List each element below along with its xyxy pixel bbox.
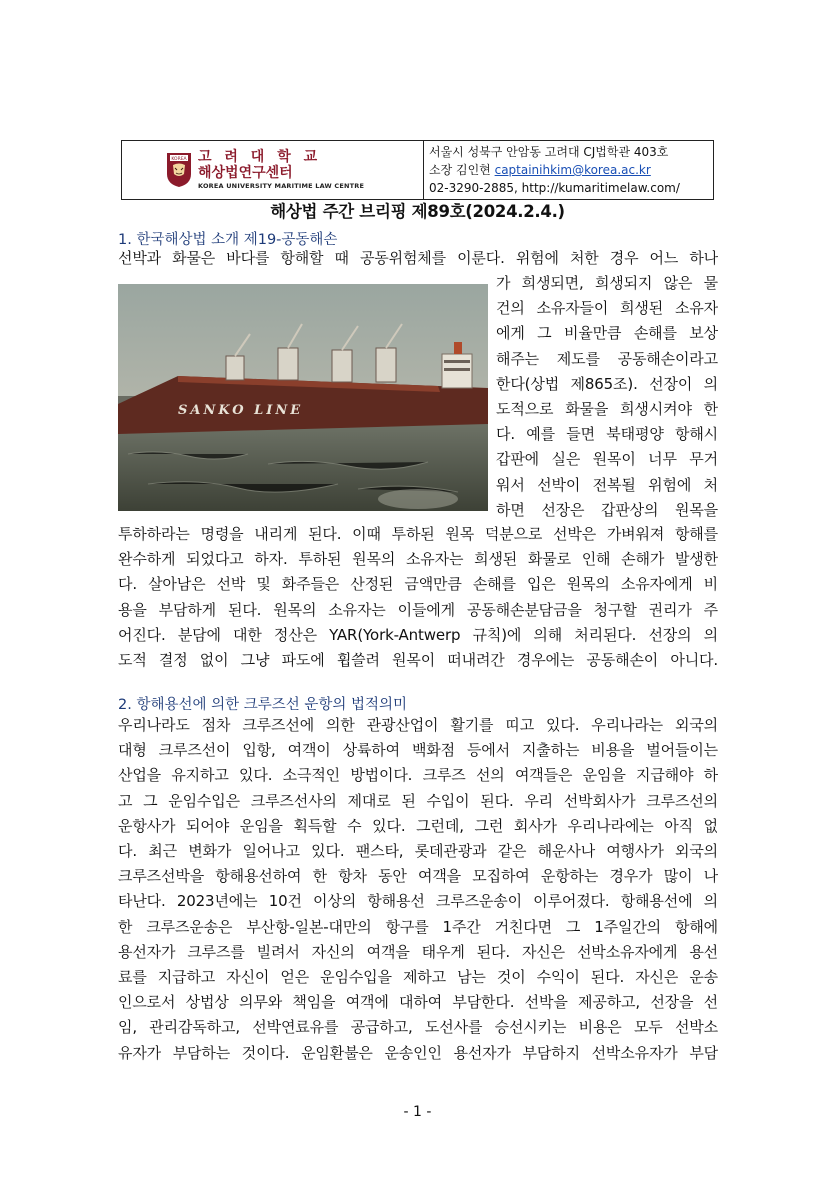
text-line: 건의 소유자들이 희생된 소유자 — [496, 299, 718, 318]
text-line: 완수하게 되었다고 하자. 투하된 원목의 소유자는 희생된 화물로 인해 손해가 발생한 — [118, 550, 718, 569]
text-line: 다. 최근 변화가 일어나고 있다. 팬스타, 롯데관광과 같은 해운사나 여행사가 외국의 — [118, 842, 718, 861]
text-line: 인으로서 상법상 의무와 책임을 여객에 대하여 부담한다. 선박을 제공하고, 선장을 선 — [118, 993, 718, 1012]
section2-body — [118, 713, 718, 1066]
text-line: 한 크루즈운송은 부산항-일본-대만의 항구를 1주간 거친다면 그 1주일간의 항해에 — [118, 917, 718, 936]
text-line: 다. 살아남은 선박 및 화주들은 산정된 금액만큼 손해를 입은 원목의 소유자에게 비 — [118, 575, 718, 594]
text-line: 한다(상법 제865조). 선장이 의 — [496, 374, 718, 393]
text-line: 하면 선장은 갑판상의 원목을 — [496, 500, 718, 519]
logo-english-name: KOREA UNIVERSITY MARITIME LAW CENTRE — [198, 181, 365, 190]
text-line: 해주는 제도를 공동해손이라고 — [496, 349, 718, 368]
text-line: 대형 크루즈선이 입항, 여객이 상륙하여 백화점 등에서 지출하는 비용을 벌어들이는 — [118, 741, 718, 760]
hull-text: SANKO LINE — [178, 403, 304, 418]
text-line: 용을 부담하게 된다. 원목의 소유자는 이들에게 공동해손분담금을 청구할 권리가 주 — [118, 600, 718, 619]
document-title: 해상법 주간 브리핑 제89호(2024.2.4.) — [270, 202, 565, 221]
text-line: 타난다. 2023년에는 10건 이상의 항해용선 크루즈운송이 이루어졌다. 항해용선에 의 — [118, 892, 718, 911]
text-line: 고 그 운임수입은 크루즈선사의 제대로 된 수입이 된다. 우리 선박회사가 크루즈선의 — [118, 791, 718, 810]
page-number: - 1 - — [403, 1104, 432, 1120]
text-line: 산업을 유지하고 있다. 소극적인 방법이다. 크루즈 선의 여객들은 운임을 지급해야 하 — [118, 766, 718, 785]
text-line: 도적으로 화물을 희생시켜야 한 — [496, 400, 718, 419]
center-header-box — [121, 140, 714, 200]
svg-text:KOREA: KOREA — [171, 157, 187, 162]
text-line: 유자가 부담하는 것이다. 운임환불은 운송인인 용선자가 부담하지 선박소유자가 부담 — [118, 1043, 718, 1062]
section1-body — [118, 522, 718, 673]
text-line: 어진다. 분담에 대한 정산은 YAR(York-Antwerp 규칙)에 의해 처리된다. 선장의 의 — [118, 625, 718, 644]
section1-first-line — [118, 246, 718, 271]
director-label: 소장 김인현 — [429, 163, 495, 177]
text-line: 료를 지급하고 자신이 얻은 운임수입을 제하고 남는 것이 수익이 된다. 자신은 운송 — [118, 968, 718, 987]
text-line: 에게 그 비율만큼 손해를 보상 — [496, 324, 718, 343]
contact-director — [429, 161, 713, 179]
contact-address: 서울시 성북구 안암동 고려대 CJ법학관 403호 — [429, 145, 669, 159]
logo-center-name: 해상법연구센터 — [198, 164, 293, 181]
text-line: 다. 예를 들면 북태평양 항해시 — [496, 425, 718, 444]
text-line: 우리나라도 점차 크루즈선에 의한 관광산업이 활기를 띠고 있다. 우리나라는 외국의 — [118, 716, 718, 734]
university-emblem-icon — [166, 152, 192, 188]
text-line: 운항사가 되어야 운임을 획득할 수 있다. 그런데, 그런 회사가 우리나라에는 아직 없 — [118, 816, 718, 835]
logo-university-name: 고 려 대 학 교 — [198, 148, 322, 165]
text-line: 임, 관리감독하고, 선박연료유를 공급하고, 도선사를 승선시키는 비용은 모두 선박소 — [118, 1018, 718, 1037]
section1-wrapped-text — [496, 271, 718, 523]
section1-heading: 1. 한국해상법 소개 제19-공동해손 — [118, 232, 338, 248]
text-line: 워서 선박이 전복될 위험에 처 — [496, 475, 718, 494]
text-line: 용선자가 크루즈를 빌려서 자신의 여객을 태우게 된다. 자신은 선박소유자에게 용선 — [118, 942, 718, 961]
text-line: 선박과 화물은 바다를 항해할 때 공동위험체를 이룬다. 위험에 처한 경우 어느 하나 — [118, 249, 718, 267]
section2-heading: 2. 항해용선에 의한 크루즈선 운항의 법적의미 — [118, 697, 408, 713]
text-line: 도적 결정 없이 그냥 파도에 휩쓸려 원목이 떠내려간 경우에는 공동해손이 아니다. — [118, 651, 718, 670]
email-link[interactable]: captainihkim@korea.ac.kr — [494, 163, 651, 177]
text-line: 크루즈선박을 항해용선하여 한 항차 동안 여객을 모집하여 운항하는 경우가 많이 나 — [118, 867, 718, 886]
contact-phone-web[interactable]: 02-3290-2885, http://kumaritimelaw.com/ — [429, 181, 680, 195]
text-line: 갑판에 실은 원목이 너무 무거 — [496, 450, 718, 469]
text-line: 투하하라는 명령을 내리게 된다. 이때 투하된 원목 덕분으로 선박은 가벼워져 항해를 — [118, 525, 718, 543]
center-logo — [122, 141, 424, 199]
contact-info — [424, 141, 713, 199]
ship-photo — [118, 284, 488, 511]
text-line: 가 희생되면, 희생되지 않은 물 — [496, 274, 718, 292]
